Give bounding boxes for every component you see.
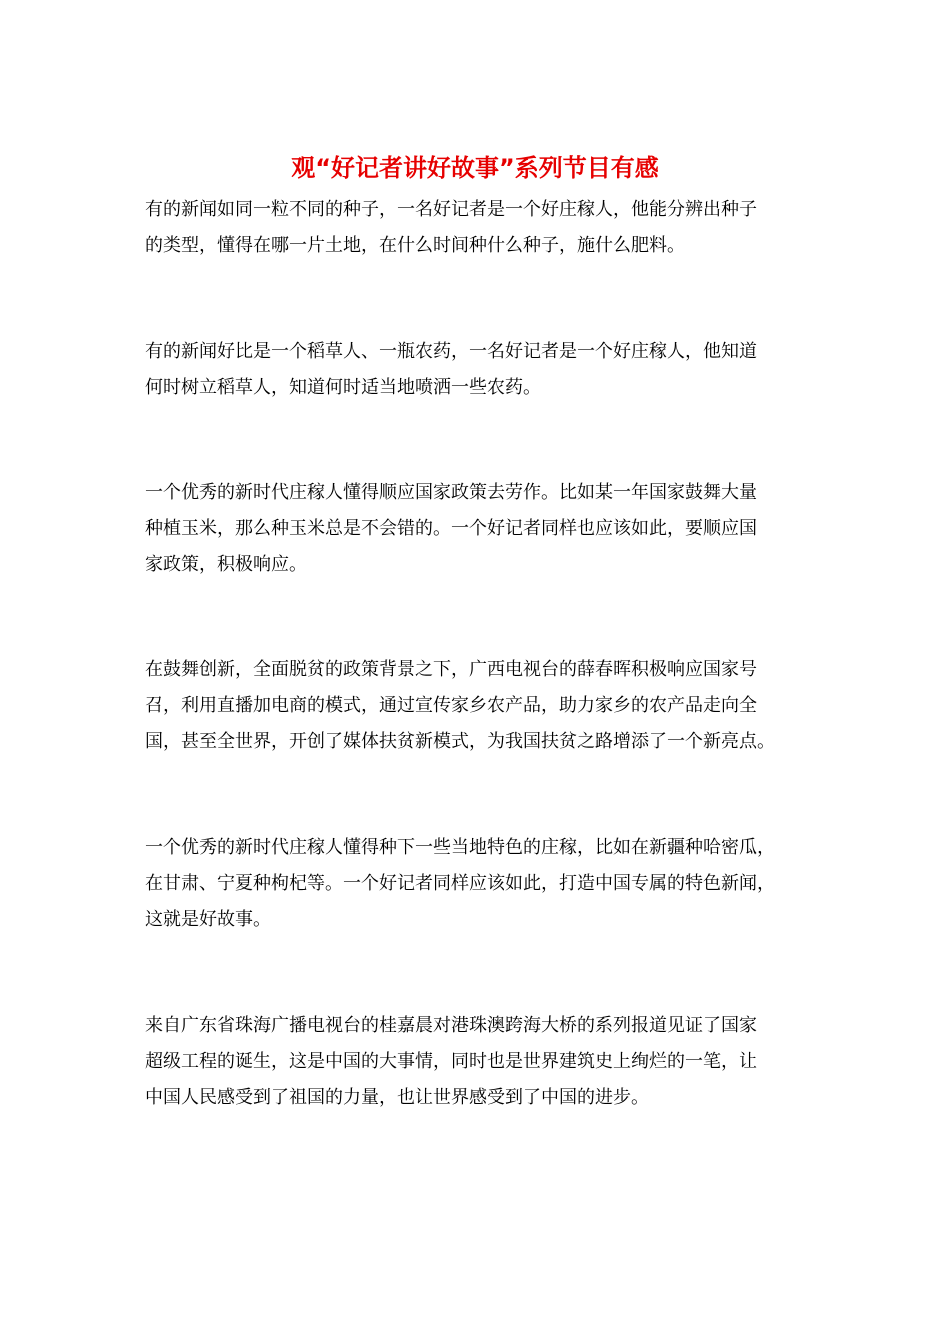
paragraph-line: 何时树立稻草人，知道何时适当地喷洒一些农药。 [145,377,541,398]
document-title: 观“好记者讲好故事”系列节目有感 [291,154,659,182]
paragraph-line: 中国人民感受到了祖国的力量，也让世界感受到了中国的进步。 [145,1087,649,1108]
paragraph-line: 国，甚至全世界，开创了媒体扶贫新模式，为我国扶贫之路增添了一个新亮点。 [145,731,775,752]
paragraph-line: 在甘肃、宁夏种枸杞等。一个好记者同样应该如此，打造中国专属的特色新闻， [145,873,775,894]
paragraph-4 [145,652,815,760]
paragraph-line: 来自广东省珠海广播电视台的桂嘉晨对港珠澳跨海大桥的系列报道见证了国家 [145,1015,757,1036]
paragraph-line: 超级工程的诞生，这是中国的大事情，同时也是世界建筑史上绚烂的一笔，让 [145,1051,757,1072]
paragraph-line: 种植玉米，那么种玉米总是不会错的。一个好记者同样也应该如此，要顺应国 [145,518,757,539]
paragraph-line: 这就是好故事。 [145,909,271,930]
paragraph-2 [145,334,815,406]
paragraph-6 [145,1008,815,1116]
paragraph-line: 在鼓舞创新，全面脱贫的政策背景之下，广西电视台的薛春晖积极响应国家号 [145,659,757,680]
paragraph-line: 有的新闻好比是一个稻草人、一瓶农药，一名好记者是一个好庄稼人，他知道 [145,341,757,362]
paragraph-line: 有的新闻如同一粒不同的种子，一名好记者是一个好庄稼人，他能分辨出种子 [145,199,757,220]
paragraph-line: 一个优秀的新时代庄稼人懂得顺应国家政策去劳作。比如某一年国家鼓舞大量 [145,482,757,503]
paragraph-1 [145,192,815,264]
paragraph-3 [145,475,815,583]
paragraph-5 [145,830,815,938]
paragraph-line: 的类型，懂得在哪一片土地，在什么时间种什么种子，施什么肥料。 [145,235,685,256]
paragraph-line: 一个优秀的新时代庄稼人懂得种下一些当地特色的庄稼，比如在新疆种哈密瓜， [145,837,775,858]
paragraph-line: 召，利用直播加电商的模式，通过宣传家乡农产品，助力家乡的农产品走向全 [145,695,757,716]
paragraph-line: 家政策，积极响应。 [145,554,307,575]
